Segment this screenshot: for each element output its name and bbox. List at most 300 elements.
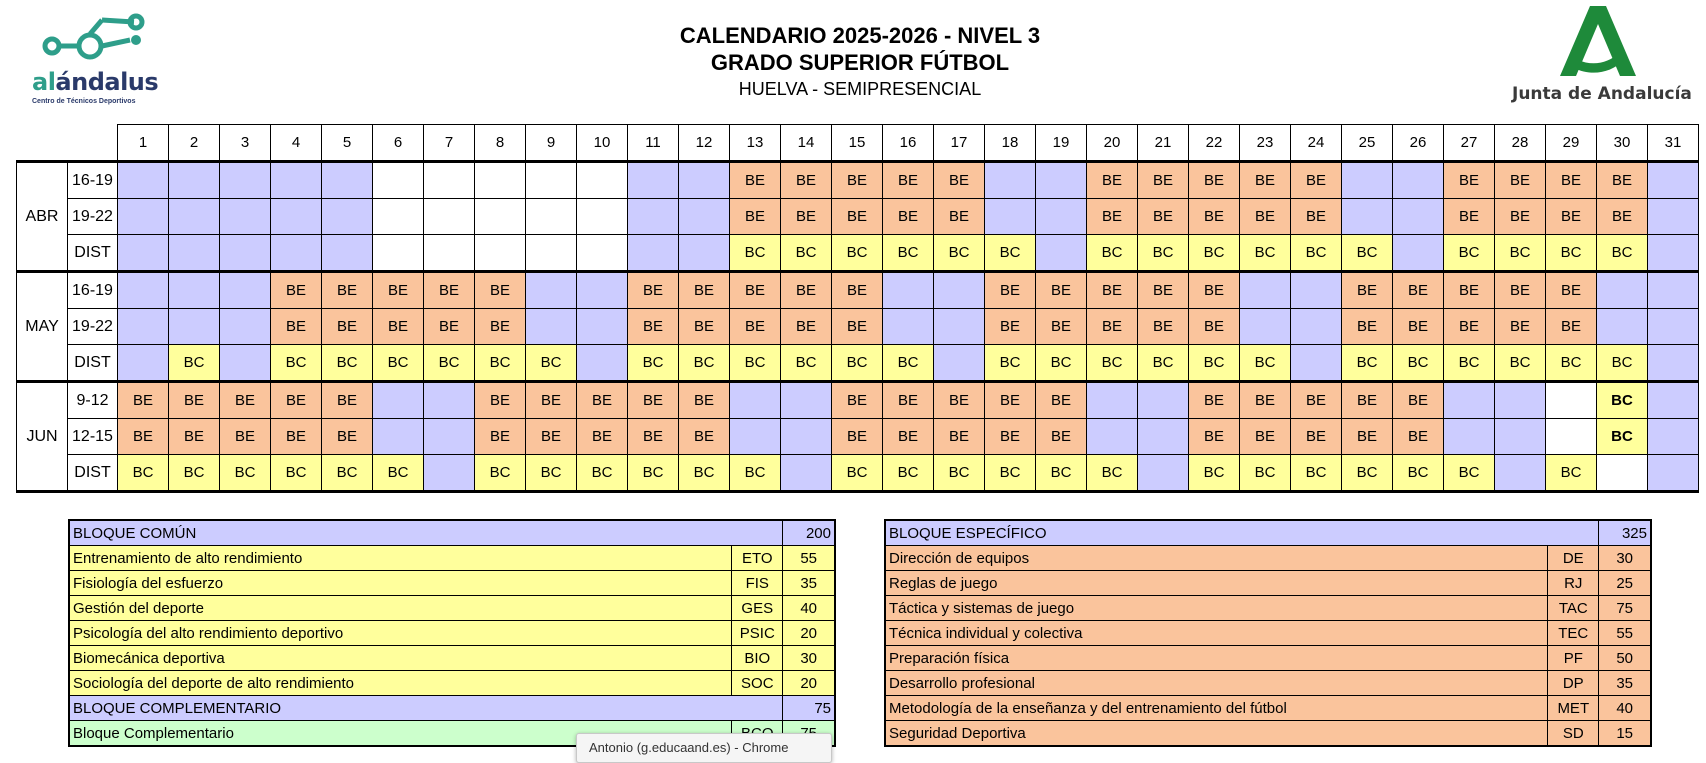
day-cell: BC — [1597, 382, 1648, 419]
day-cell — [577, 235, 628, 272]
day-cell: BE — [322, 272, 373, 309]
day-cell — [1393, 199, 1444, 235]
day-cell: BE — [1189, 382, 1240, 419]
alandalus-wordmark: alándalus — [32, 68, 159, 96]
day-cell — [679, 162, 730, 199]
day-cell: BC — [1444, 345, 1495, 382]
day-cell: BE — [883, 382, 934, 419]
module-row — [69, 671, 835, 696]
day-cell: BC — [679, 345, 730, 382]
module-name: Reglas de juego — [885, 571, 1548, 596]
day-header-7: 7 — [424, 125, 475, 162]
day-cell: BC — [628, 455, 679, 492]
day-header-12: 12 — [679, 125, 730, 162]
day-cell: BC — [1495, 345, 1546, 382]
day-cell: BC — [1189, 455, 1240, 492]
day-cell: BE — [1546, 162, 1597, 199]
day-cell: BC — [1393, 455, 1444, 492]
day-cell: BE — [1189, 419, 1240, 455]
day-cell: BE — [781, 199, 832, 235]
day-cell: BE — [1546, 199, 1597, 235]
block-total: 75 — [783, 696, 835, 721]
day-cell: BC — [883, 455, 934, 492]
day-cell: BC — [883, 345, 934, 382]
day-cell — [985, 162, 1036, 199]
day-cell — [1036, 162, 1087, 199]
day-header-2: 2 — [169, 125, 220, 162]
day-cell: BE — [1597, 162, 1648, 199]
day-cell: BC — [628, 345, 679, 382]
day-cell — [220, 309, 271, 345]
day-cell: BC — [169, 345, 220, 382]
day-cell: BE — [475, 419, 526, 455]
calendar-row — [17, 455, 1699, 492]
day-cell: BE — [934, 419, 985, 455]
day-cell — [169, 162, 220, 199]
day-cell — [118, 345, 169, 382]
day-cell — [1138, 455, 1189, 492]
day-cell — [1291, 309, 1342, 345]
day-cell — [1648, 162, 1699, 199]
alandalus-logo — [30, 10, 180, 105]
module-code: RJ — [1548, 571, 1599, 596]
day-cell: BE — [1240, 199, 1291, 235]
day-cell: BC — [985, 455, 1036, 492]
calendar-table — [16, 124, 1699, 493]
day-cell — [526, 199, 577, 235]
day-cell: BE — [628, 309, 679, 345]
day-cell: BE — [1036, 419, 1087, 455]
day-cell: BE — [679, 382, 730, 419]
day-cell: BC — [1240, 235, 1291, 272]
day-cell — [730, 419, 781, 455]
day-cell: BE — [1189, 309, 1240, 345]
day-cell — [373, 419, 424, 455]
day-cell: BE — [169, 419, 220, 455]
month-label: MAY — [17, 272, 68, 382]
day-cell: BE — [1240, 382, 1291, 419]
module-name: Biomecánica deportiva — [69, 646, 732, 671]
day-cell: BE — [985, 272, 1036, 309]
day-header-15: 15 — [832, 125, 883, 162]
day-cell: BC — [832, 345, 883, 382]
day-header-13: 13 — [730, 125, 781, 162]
day-cell — [1087, 382, 1138, 419]
month-label: ABR — [17, 162, 68, 272]
module-hours: 50 — [1599, 646, 1651, 671]
day-cell: BC — [1393, 345, 1444, 382]
day-cell: BC — [730, 345, 781, 382]
day-cell — [1648, 345, 1699, 382]
day-cell: BE — [1138, 199, 1189, 235]
day-cell: BE — [832, 419, 883, 455]
day-cell: BE — [271, 309, 322, 345]
day-cell — [424, 419, 475, 455]
day-cell: BC — [781, 345, 832, 382]
day-cell: BC — [1291, 235, 1342, 272]
day-cell: BC — [220, 455, 271, 492]
day-cell — [577, 272, 628, 309]
block-total: 200 — [783, 520, 835, 546]
day-header-16: 16 — [883, 125, 934, 162]
day-cell: BE — [1393, 309, 1444, 345]
day-cell — [169, 309, 220, 345]
day-cell — [526, 235, 577, 272]
module-code: MET — [1548, 696, 1599, 721]
day-cell: BC — [934, 455, 985, 492]
day-cell: BE — [1444, 309, 1495, 345]
day-cell — [1597, 455, 1648, 492]
bloque-comun-table — [68, 519, 836, 747]
day-cell — [169, 235, 220, 272]
day-header-18: 18 — [985, 125, 1036, 162]
module-code: DE — [1548, 546, 1599, 571]
day-cell: BE — [679, 272, 730, 309]
page-title-line2: GRADO SUPERIOR FÚTBOL — [710, 50, 1010, 75]
day-cell: BE — [883, 419, 934, 455]
day-cell — [781, 419, 832, 455]
module-hours: 20 — [783, 671, 835, 696]
day-cell — [1291, 345, 1342, 382]
day-cell: BE — [730, 272, 781, 309]
day-cell: BE — [1087, 272, 1138, 309]
day-cell: BE — [832, 309, 883, 345]
calendar-row — [17, 309, 1699, 345]
day-header-3: 3 — [220, 125, 271, 162]
day-cell: BE — [526, 382, 577, 419]
module-name: Seguridad Deportiva — [885, 721, 1548, 747]
day-cell — [169, 272, 220, 309]
day-cell — [322, 162, 373, 199]
block-title: BLOQUE ESPECÍFICO — [885, 520, 1599, 546]
day-cell — [424, 199, 475, 235]
period-label: DIST — [68, 345, 118, 382]
module-name: Bloque Complementario — [69, 721, 732, 747]
day-cell: BE — [1138, 309, 1189, 345]
day-cell: BC — [1342, 455, 1393, 492]
day-cell: BE — [832, 162, 883, 199]
day-cell: BE — [934, 199, 985, 235]
block-title: BLOQUE COMÚN — [69, 520, 783, 546]
day-cell — [1444, 419, 1495, 455]
module-name: Gestión del deporte — [69, 596, 732, 621]
day-cell: BE — [577, 419, 628, 455]
day-cell — [1648, 199, 1699, 235]
day-header-27: 27 — [1444, 125, 1495, 162]
module-row — [885, 696, 1651, 721]
day-header-19: 19 — [1036, 125, 1087, 162]
day-cell: BE — [832, 199, 883, 235]
day-cell: BC — [883, 235, 934, 272]
day-cell: BE — [1291, 382, 1342, 419]
module-code: TAC — [1548, 596, 1599, 621]
module-row — [885, 721, 1651, 747]
block-header-row — [69, 696, 835, 721]
module-code: FIS — [732, 571, 783, 596]
day-cell — [526, 309, 577, 345]
period-label: DIST — [68, 235, 118, 272]
day-cell — [1240, 272, 1291, 309]
day-cell: BE — [1189, 199, 1240, 235]
day-header-8: 8 — [475, 125, 526, 162]
day-cell — [679, 199, 730, 235]
calendar-row — [17, 162, 1699, 199]
day-cell: BE — [1597, 199, 1648, 235]
day-header-20: 20 — [1087, 125, 1138, 162]
day-header-24: 24 — [1291, 125, 1342, 162]
day-header-5: 5 — [322, 125, 373, 162]
day-cell — [577, 162, 628, 199]
day-cell: BE — [985, 382, 1036, 419]
period-label: 19-22 — [68, 309, 118, 345]
day-cell: BE — [475, 272, 526, 309]
day-cell: BE — [322, 419, 373, 455]
day-cell — [883, 309, 934, 345]
junta-andalucia-name: Junta de Andalucía — [1512, 84, 1692, 104]
junta-andalucia-logo — [1508, 2, 1698, 106]
day-cell: BE — [271, 382, 322, 419]
day-cell: BE — [628, 419, 679, 455]
day-cell — [526, 272, 577, 309]
period-label: 16-19 — [68, 162, 118, 199]
day-cell — [1495, 455, 1546, 492]
day-cell — [1648, 455, 1699, 492]
day-header-4: 4 — [271, 125, 322, 162]
day-cell — [373, 235, 424, 272]
day-cell: BE — [1087, 162, 1138, 199]
day-cell — [118, 235, 169, 272]
day-cell — [1546, 419, 1597, 455]
day-cell — [118, 199, 169, 235]
day-cell: BC — [1291, 455, 1342, 492]
day-cell — [577, 345, 628, 382]
day-cell: BE — [1495, 272, 1546, 309]
day-cell: BE — [1342, 419, 1393, 455]
module-name: Fisiología del esfuerzo — [69, 571, 732, 596]
day-cell: BC — [1036, 345, 1087, 382]
day-cell: BC — [475, 455, 526, 492]
day-cell: BE — [169, 382, 220, 419]
page-subtitle: HUELVA - SEMIPRESENCIAL — [738, 79, 982, 99]
day-cell: BE — [934, 162, 985, 199]
day-cell — [1240, 309, 1291, 345]
day-cell — [883, 272, 934, 309]
day-header-21: 21 — [1138, 125, 1189, 162]
day-cell: BE — [1546, 309, 1597, 345]
day-cell: BE — [883, 162, 934, 199]
day-cell: BC — [322, 455, 373, 492]
module-hours: 30 — [1599, 546, 1651, 571]
block-total: 325 — [1599, 520, 1651, 546]
day-cell: BC — [169, 455, 220, 492]
day-cell: BC — [322, 345, 373, 382]
day-cell: BE — [1087, 309, 1138, 345]
day-cell — [1087, 419, 1138, 455]
day-cell — [1597, 272, 1648, 309]
day-cell: BC — [1087, 455, 1138, 492]
day-cell — [526, 162, 577, 199]
module-code: TEC — [1548, 621, 1599, 646]
module-code: SOC — [732, 671, 783, 696]
module-row — [69, 646, 835, 671]
day-cell: BE — [832, 272, 883, 309]
day-cell: BE — [220, 382, 271, 419]
day-cell — [1138, 382, 1189, 419]
day-cell: BC — [1087, 345, 1138, 382]
module-row — [885, 546, 1651, 571]
month-group-may — [17, 272, 1699, 382]
day-cell — [1138, 419, 1189, 455]
day-header-25: 25 — [1342, 125, 1393, 162]
calendar-day-header — [17, 125, 1699, 162]
day-cell: BE — [475, 309, 526, 345]
day-cell — [475, 162, 526, 199]
module-hours: 55 — [1599, 621, 1651, 646]
day-cell: BE — [526, 419, 577, 455]
module-code: DP — [1548, 671, 1599, 696]
day-cell: BE — [1036, 272, 1087, 309]
day-cell — [577, 199, 628, 235]
day-cell: BE — [1036, 382, 1087, 419]
calendar-row — [17, 235, 1699, 272]
day-cell: BC — [373, 345, 424, 382]
day-cell: BC — [1240, 345, 1291, 382]
day-cell — [373, 382, 424, 419]
day-cell: BC — [679, 455, 730, 492]
module-row — [69, 621, 835, 646]
day-cell: BE — [1138, 162, 1189, 199]
day-cell — [730, 382, 781, 419]
day-cell: BC — [832, 235, 883, 272]
day-cell: BE — [628, 272, 679, 309]
page-title: CALENDARIO 2025-2026 - NIVEL 3 — [679, 23, 1041, 48]
day-cell — [1648, 309, 1699, 345]
day-cell: BE — [322, 309, 373, 345]
month-group-jun — [17, 382, 1699, 492]
day-cell: BC — [985, 235, 1036, 272]
day-cell: BE — [373, 309, 424, 345]
day-cell: BC — [577, 455, 628, 492]
day-cell — [781, 455, 832, 492]
block-header-row — [885, 520, 1651, 546]
page-header — [560, 22, 1160, 102]
module-hours: 25 — [1599, 571, 1651, 596]
period-label: 9-12 — [68, 382, 118, 419]
day-cell: BC — [1036, 455, 1087, 492]
day-cell: BE — [1495, 309, 1546, 345]
day-cell — [220, 345, 271, 382]
day-header-30: 30 — [1597, 125, 1648, 162]
day-header-22: 22 — [1189, 125, 1240, 162]
day-cell: BE — [730, 199, 781, 235]
module-code: ETO — [732, 546, 783, 571]
day-cell: BC — [1138, 235, 1189, 272]
day-cell — [271, 199, 322, 235]
day-cell: BE — [934, 382, 985, 419]
day-header-17: 17 — [934, 125, 985, 162]
day-cell: BC — [1597, 345, 1648, 382]
day-cell: BC — [832, 455, 883, 492]
module-hours: 35 — [1599, 671, 1651, 696]
day-cell — [1036, 199, 1087, 235]
day-cell: BC — [1189, 235, 1240, 272]
day-cell — [424, 382, 475, 419]
module-row — [885, 646, 1651, 671]
day-header-31: 31 — [1648, 125, 1699, 162]
module-hours: 40 — [783, 596, 835, 621]
day-cell — [1393, 162, 1444, 199]
day-cell — [271, 235, 322, 272]
module-code: PSIC — [732, 621, 783, 646]
calendar-row — [17, 419, 1699, 455]
day-cell — [475, 235, 526, 272]
day-cell: BE — [118, 382, 169, 419]
month-group-abr — [17, 162, 1699, 272]
day-cell: BC — [118, 455, 169, 492]
day-header-26: 26 — [1393, 125, 1444, 162]
day-cell: BE — [1342, 272, 1393, 309]
module-name: Dirección de equipos — [885, 546, 1548, 571]
day-cell — [118, 272, 169, 309]
module-hours: 15 — [1599, 721, 1651, 747]
day-cell — [934, 272, 985, 309]
day-cell: BE — [781, 309, 832, 345]
day-cell: BC — [526, 455, 577, 492]
day-cell — [220, 235, 271, 272]
day-cell: BC — [1546, 345, 1597, 382]
day-cell — [118, 309, 169, 345]
day-cell — [1495, 419, 1546, 455]
day-cell — [220, 162, 271, 199]
day-cell: BE — [1036, 309, 1087, 345]
module-code: PF — [1548, 646, 1599, 671]
day-cell — [475, 199, 526, 235]
calendar-corner — [17, 125, 118, 162]
period-label: DIST — [68, 455, 118, 492]
day-header-29: 29 — [1546, 125, 1597, 162]
day-header-6: 6 — [373, 125, 424, 162]
day-cell — [985, 199, 1036, 235]
day-cell: BE — [679, 419, 730, 455]
day-cell: BE — [1240, 419, 1291, 455]
day-header-10: 10 — [577, 125, 628, 162]
day-cell — [322, 199, 373, 235]
day-cell: BE — [1291, 162, 1342, 199]
day-cell: BC — [1597, 235, 1648, 272]
block-title: BLOQUE COMPLEMENTARIO — [69, 696, 783, 721]
window-tooltip: Antonio (g.educaand.es) - Chrome — [576, 733, 832, 763]
module-row — [885, 596, 1651, 621]
day-cell: BE — [679, 309, 730, 345]
day-cell — [1291, 272, 1342, 309]
day-cell: BE — [985, 419, 1036, 455]
module-name: Táctica y sistemas de juego — [885, 596, 1548, 621]
module-row — [885, 571, 1651, 596]
day-cell: BC — [271, 455, 322, 492]
day-cell — [679, 235, 730, 272]
day-cell — [220, 199, 271, 235]
day-cell: BC — [1240, 455, 1291, 492]
bloque-especifico-table — [884, 519, 1652, 747]
day-cell: BE — [322, 382, 373, 419]
day-cell — [1546, 382, 1597, 419]
day-cell: BC — [781, 235, 832, 272]
day-cell — [934, 309, 985, 345]
day-header-11: 11 — [628, 125, 679, 162]
day-cell — [628, 235, 679, 272]
module-code: SD — [1548, 721, 1599, 747]
day-cell — [1444, 382, 1495, 419]
